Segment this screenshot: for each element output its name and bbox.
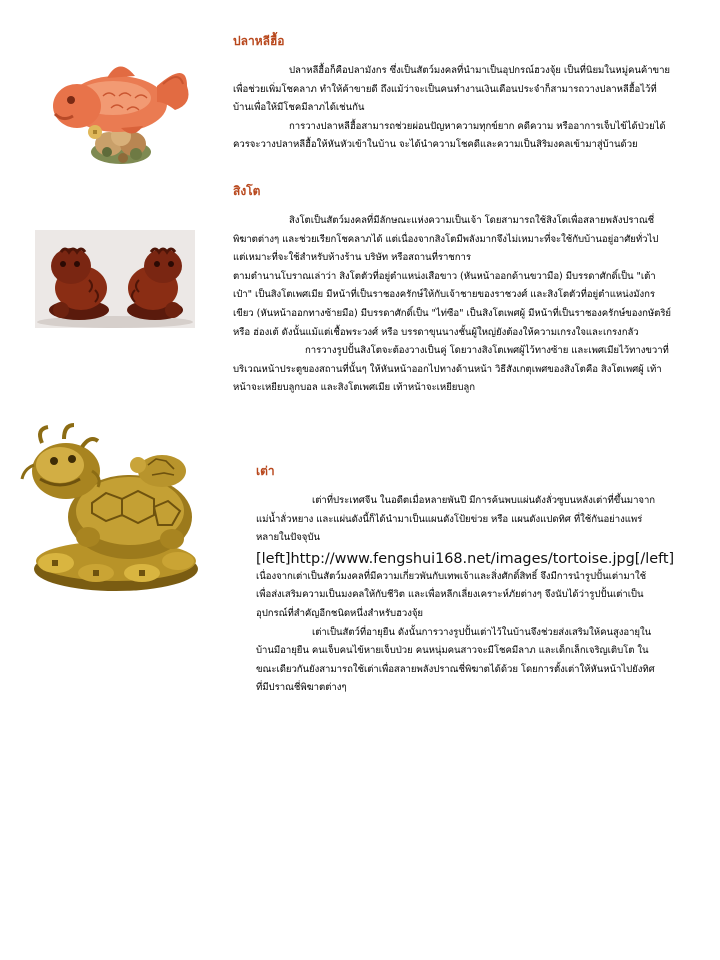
- paragraph: ปลาหลีฮื้อก็คือปลามังกร ซึ่งเป็นสัตว์มงคลที่นำมาเป็นอุปกรณ์ฮวงจุ้ย เป็นที่นิยมในหมู่คนค้าขาย เพื่อช่วยเพิ่มโชคลาภ ทำให้ค้าขายดี ถึงแม้ว่าจะเป็นคนทำงานเงินเดือนประจำก็สามารถวางปลาหลีฮื้อไว้ที่บ้านเพื่อให้มีโชคมีลาภได้เช่นกัน: [233, 65, 670, 114]
- paragraph: เต่าที่ประเทศจีน ในอดีตเมื่อหลายพันปี มีการค้นพบแผ่นดังลั่วซูบนหลังเต่าที่ขึ้นมาจากแม่น้ำลั่วหยาง และแผ่นดังนี้ก็ได้นำมาเป็นแผนดังโป้ยข่วย หรือ แผนดังแปดทิศ ที่ใช้กันอย่างแพร่หลายในปัจจุบัน: [256, 495, 656, 544]
- section-carp: [233, 34, 673, 155]
- paragraph: ตามตำนานโบราณเล่าว่า สิงโตตัวที่อยู่ตำแหน่งเสือขาว (หันหน้าออกด้านขวามือ) มีบรรดาศักดิ์เป็น "เต้าเป๋า" เป็นสิงโตเพศเมีย มีหน้าที่เป็นราชองครักษ์ให้กับเจ้าชายของราชวงศ์ และสิงโตตัวที่อยู่ตำแหน่งมังกรเขียว (หันหน้าออกทางซ้ายมือ) มีบรรดาศักดิ์เป็น "ไท่ซือ" เป็นสิงโตเพศผู้ มีหน้าที่เป็นราชองครักษ์ของกษัตริย์ หรือ ฮ่องเต้ ดังนั้นแม้แต่เชื้อพระวงศ์ หรือ บรรดาขุนนางชั้นผู้ใหญ่ยังต้องให้ความเกรงใจและเกรงกลัว: [233, 270, 672, 338]
- paragraph: เนื่องจากเต่าเป็นสัตว์มงคลที่มีความเกี่ยวพันกับเทพเจ้าและสิ่งศักดิ์สิทธิ์ จึงมีการนำรูปปั้นเต่ามาใช้เพื่อส่งเสริมความเป็นมงคลให้กับชีวิต และเพื่อหลีกเลี่ยงเคราะห์ภัยต่างๆ จึงนับได้ว่ารูปปั้นเต่าเป็นอุปกรณ์ที่สำคัญอีกชนิดหนึ่งสำหรับฮวงจุ้ย: [256, 570, 647, 619]
- section-turtle: [256, 464, 675, 698]
- paragraph: การวางรูปปั้นสิงโตจะต้องวางเป็นคู่ โดยวางสิงโตเพศผู้ไว้ทางซ้าย และเพศเมียไว้ทางขวาที่บริเวณหน้าประตูของสถานที่นั้นๆ ให้หันหน้าออกไปทางด้านหน้า วิธีสังเกตุเพศของสิงโตคือ สิงโตเพศผู้ เท้าหน้าจะเหยียบลูกบอล และสิงโตเพศเมีย เท้าหน้าจะเหยียบลูก: [233, 345, 669, 394]
- image-url-text: [left]http://www.fengshui168.net/images/tortoise.jpg[/left]: [256, 550, 675, 567]
- section-lion: [233, 184, 673, 398]
- section-title: สิงโต: [233, 184, 261, 198]
- lion-figurines-icon: [35, 230, 195, 328]
- paragraph: เต่าเป็นสัตว์ที่อายุยืน ดังนั้นการวางรูปปั้นเต่าไว้ในบ้านจึงช่วยส่งเสริมให้คนสูงอายุในบ้านมีอายุยืน คนเจ็บคนไข้หายเจ็บป่วย คนหนุ่มคนสาวจะมีโชคมีลาภ และเด็กเล็กเจริญเติบโต ในขณะเดียวกันยังสามารถใช้เต่าเพื่อสลายพลังปราณชี่พิฆาตได้ด้วย โดยการตั้งเต่าให้หันหน้าไปยังทิศที่มีปราณชี่พิฆาตต่างๆ: [256, 626, 655, 694]
- carp-figurine-icon: [37, 40, 197, 172]
- paragraph: การวางปลาหลีฮื้อสามารถช่วยผ่อนปัญหาความทุกข์ยาก คดีความ หรืออาการเจ็บไข้ได้ป่วยได้ ควรจะวางปลาหลีฮื้อให้หันหัวเข้าในบ้าน จะได้นำความโชคดีและความเป็นสิริมงคลเข้ามาสู่บ้านด้วย: [233, 120, 666, 151]
- section-title: ปลาหลีฮื้อ: [233, 34, 285, 48]
- section-title: เต่า: [256, 464, 275, 478]
- paragraph: สิงโตเป็นสัตว์มงคลที่มีลักษณะแห่งความเป็นเจ้า โดยสามารถใช้สิงโตเพื่อสลายพลังปราณชี่พิฆาตต่างๆ และช่วยเรียกโชคลาภได้ แต่เนื่องจากสิงโตมีพลังมากจึงไม่เหมาะที่จะใช้กับบ้านอยู่อาศัยทั่วไป แต่เหมาะที่จะใช้สำหรับห้างร้าน บริษัท หรือสถานที่ราชการ: [233, 215, 659, 264]
- dragon-turtle-figurine-icon: [12, 413, 212, 599]
